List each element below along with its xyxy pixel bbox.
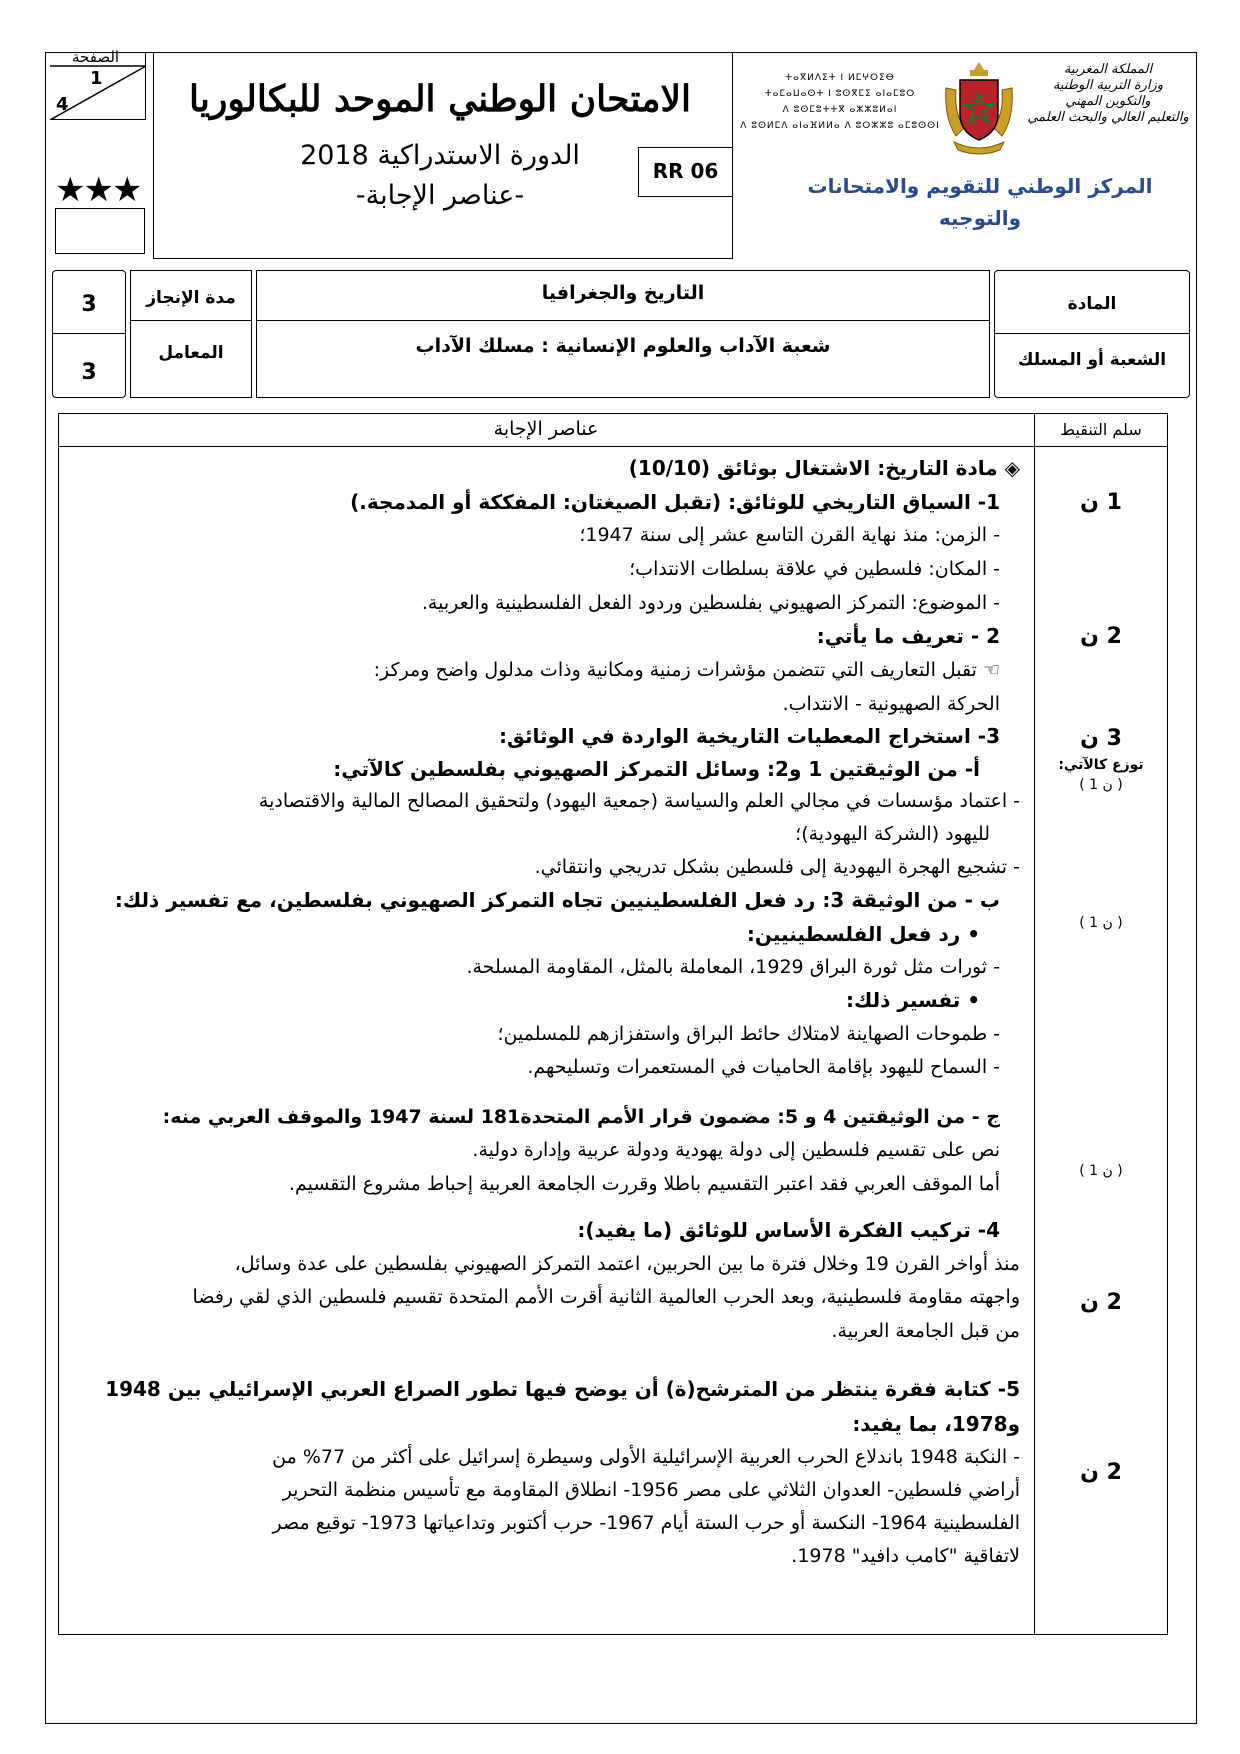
branch-label: الشعبة أو المسلك bbox=[1017, 350, 1167, 370]
ministry-line: والتعليم العالي والبحث العلمي bbox=[1027, 110, 1189, 125]
divider bbox=[130, 320, 252, 321]
table-header-divider bbox=[58, 446, 1168, 447]
q3b-explain-2: - السماح لليهود بإقامة الحاميات في المستعمرات وتسليحهم. bbox=[527, 1056, 1000, 1078]
tifinagh-line: ⴷ ⵓⵙⵎⵓⵜⵜⴳ ⴰⵣⵣⵓⵍⴰⵏ bbox=[782, 105, 898, 115]
q1-time: - الزمن: منذ نهاية القرن التاسع عشر إلى سنة 1947؛ bbox=[579, 524, 1000, 546]
divider bbox=[52, 333, 126, 334]
info-labels-box bbox=[994, 270, 1190, 398]
q3c-line-1: نص على تقسيم فلسطين إلى دولة يهودية ودولة عربية وإدارة دولية. bbox=[472, 1139, 1000, 1161]
q3b-reaction: - ثورات مثل ثورة البراق 1929، المعاملة بالمثل، المقاومة المسلحة. bbox=[466, 956, 1000, 978]
ministry-line: وزارة التربية الوطنية bbox=[1052, 78, 1164, 93]
ministry-name bbox=[1020, 62, 1196, 126]
q2-title: 2 - تعريف ما يأتي: bbox=[816, 624, 1000, 648]
page-label: الصفحة bbox=[72, 48, 120, 66]
duration-label: مدة الإنجاز bbox=[146, 288, 236, 308]
branch-value: شعبة الآداب والعلوم الإنسانية : مسلك الآداب bbox=[415, 335, 831, 357]
subject-value: التاريخ والجغرافيا bbox=[541, 282, 705, 304]
blank-box bbox=[55, 208, 145, 254]
q1-title: 1- السياق التاريخي للوثائق: (تقبل الصيغتان: المفككة أو المدمجة.) bbox=[350, 490, 1000, 514]
col-scale-header: سلم التنقيط bbox=[1060, 420, 1142, 439]
tifinagh-line: ⴷ ⵓⵙⵍⵎⴷ ⴰⵏⴰⴼⵍⵍⴰ ⴷ ⵓⵔⵣⵣⵓ ⴰⵎⵓⵙⵙⵏ bbox=[740, 121, 940, 131]
col-answers-header: عناصر الإجابة bbox=[493, 418, 599, 440]
q5-line-1: - النكبة 1948 باندلاع الحرب العربية الإسرائيلية الأولى وسيطرة إسرائيل على أكثر من 77% من bbox=[272, 1446, 1020, 1468]
score-q2: 2 ن bbox=[1080, 624, 1122, 649]
tifinagh-line: ⵜⴰⵎⴰⵡⴰⵙⵜ ⵏ ⵓⵙⴳⵎⵉ ⴰⵏⴰⵎⵓⵔ bbox=[764, 89, 916, 99]
q5-line-3: الفلسطينية 1964- النكسة أو حرب الستة أيام 1967- حرب أكتوبر وتداعياتها 1973- توقيع مصر bbox=[272, 1512, 1020, 1534]
q3a-item-1-cont: لليهود (الشركة اليهودية)؛ bbox=[795, 823, 990, 845]
kingdom-emblem-icon bbox=[940, 58, 1018, 158]
score-q3a: ( 1 ن ) bbox=[1079, 777, 1123, 793]
q3a-item-1: - اعتماد مؤسسات في مجالي العلم والسياسة (جمعية اليهود) ولتحقيق المصالح المالية والاقتصادية bbox=[258, 790, 1020, 812]
q4-line-3: من قبل الجامعة العربية. bbox=[831, 1320, 1020, 1342]
score-q3c: ( 1 ن ) bbox=[1079, 1163, 1123, 1179]
coefficient-value: 3 bbox=[81, 360, 97, 385]
q3c-line-2: أما الموقف العربي فقد اعتبر التقسيم باطلا وقررت الجامعة العربية إحباط مشروع التقسيم. bbox=[288, 1173, 1000, 1195]
q5-line-2: أراضي فلسطين- العدوان الثلاثي على مصر 1956- انطلاق المقاومة مع تأسيس منظمة التحرير bbox=[282, 1479, 1020, 1501]
assessment-center-name bbox=[780, 170, 1180, 234]
divider bbox=[994, 333, 1190, 334]
score-q4: 2 ن bbox=[1080, 1290, 1122, 1315]
divider bbox=[256, 320, 990, 321]
q2-note: ☜ تقبل التعاريف التي تتضمن مؤشرات زمنية ومكانية وذات مدلول واضح ومركز: bbox=[373, 659, 1000, 681]
q3a-title: أ- من الوثيقتين 1 و2: وسائل التمركز الصهيوني بفلسطين كالآتي: bbox=[333, 757, 980, 781]
score-q3b: ( 1 ن ) bbox=[1079, 915, 1123, 931]
q1-topic: - الموضوع: التمركز الصهيوني بفلسطين وردود الفعل الفلسطينية والعربية. bbox=[421, 592, 1000, 614]
q2-terms: الحركة الصهيونية - الانتداب. bbox=[782, 693, 1000, 715]
q3b-title: ب - من الوثيقة 3: رد فعل الفلسطينيين تجاه التمركز الصهيوني بفلسطين، مع تفسير ذلك: bbox=[114, 888, 1000, 912]
page-number-box bbox=[50, 48, 146, 120]
q5-title-1: 5- كتابة فقرة ينتظر من المترشح(ة) أن يوضح فيها تطور الصراع العربي الإسرائيلي بين 1948 bbox=[105, 1377, 1020, 1401]
q5-line-4: لاتفاقية "كامب دافيد" 1978. bbox=[791, 1545, 1020, 1567]
center-line-1: المركز الوطني للتقويم والامتحانات bbox=[807, 174, 1153, 198]
answers-title: -عناصر الإجابة- bbox=[355, 180, 525, 211]
q4-line-1: منذ أواخر القرن 19 وخلال فترة ما بين الحربين، اعتمد التمركز الصهيوني بفلسطين على عدة وسائل، bbox=[234, 1253, 1020, 1275]
table-column-divider bbox=[1034, 413, 1035, 1635]
q3b-explain-1: - طموحات الصهاينة لامتلاك حائط البراق واستفزازهم للمسلمين؛ bbox=[497, 1023, 1000, 1045]
q3b-reaction-title: • رد فعل الفلسطينيين: bbox=[746, 922, 980, 946]
page-number: 1 bbox=[90, 68, 103, 89]
ministry-line: المملكة المغربية bbox=[1063, 62, 1153, 77]
q5-title-2: و1978، بما يفيد: bbox=[852, 1412, 1020, 1436]
q3a-item-2: - تشجيع الهجرة اليهودية إلى فلسطين بشكل تدريجي وانتقائي. bbox=[534, 856, 1020, 878]
subject-label: المادة bbox=[1067, 294, 1117, 314]
q4-line-2: واجهته مقاومة فلسطينية، وبعد الحرب العالمية الثانية أقرت الأمم المتحدة تقسيم فلسطين الذي لقي رفضا bbox=[192, 1286, 1020, 1308]
exam-session: الدورة الاستدراكية 2018 bbox=[300, 140, 580, 171]
exam-title: الامتحان الوطني الموحد للبكالوريا bbox=[188, 78, 692, 120]
subject-heading: ◈ مادة التاريخ: الاشتغال بوثائق (10/10) bbox=[628, 456, 1020, 480]
tifinagh-ministry-name bbox=[740, 70, 940, 134]
duration-value: 3 bbox=[81, 292, 97, 317]
coefficient-label: المعامل bbox=[158, 343, 224, 363]
q3b-explain-title: • تفسير ذلك: bbox=[846, 988, 980, 1012]
ministry-line: والتكوين المهني bbox=[1065, 94, 1151, 109]
center-line-2: والتوجيه bbox=[938, 206, 1022, 230]
difficulty-stars: ★★★ bbox=[55, 170, 141, 210]
q3c-title: ج - من الوثيقتين 4 و 5: مضمون قرار الأمم المتحدة181 لسنة 1947 والموقف العربي منه: bbox=[162, 1106, 1000, 1128]
score-q3-note: توزع كالآتي: bbox=[1058, 757, 1144, 773]
score-q1: 1 ن bbox=[1080, 490, 1122, 515]
subject-heading-text: مادة التاريخ: الاشتغال بوثائق (10/10) bbox=[628, 456, 998, 480]
exam-code: RR 06 bbox=[638, 147, 733, 197]
score-q3: 3 ن bbox=[1080, 726, 1122, 751]
q1-place: - المكان: فلسطين في علاقة بسلطات الانتداب؛ bbox=[629, 558, 1000, 580]
tifinagh-line: ⵜⴰⴳⵍⴷⵉⵜ ⵏ ⵍⵎⵖⵔⵉⴱ bbox=[785, 73, 895, 83]
score-q5: 2 ن bbox=[1080, 1460, 1122, 1485]
q3-title: 3- استخراج المعطيات التاريخية الواردة في الوثائق: bbox=[498, 724, 1000, 748]
page-total: 4 bbox=[56, 94, 69, 115]
q4-title: 4- تركيب الفكرة الأساس للوثائق (ما يفيد): bbox=[577, 1218, 1000, 1242]
